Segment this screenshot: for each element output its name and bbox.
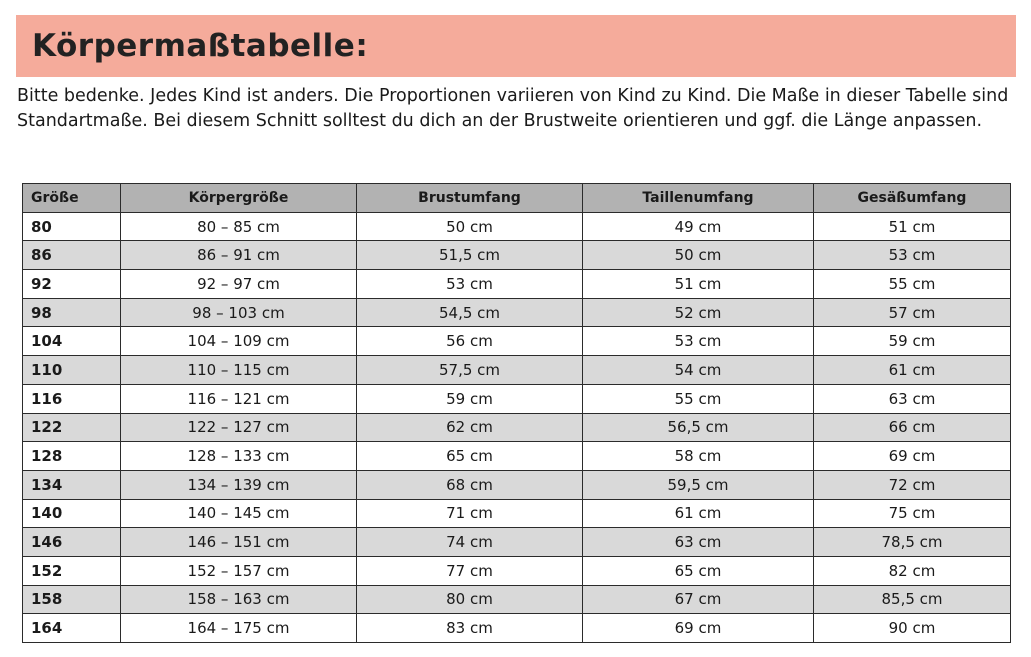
table-row [23, 442, 1011, 471]
cell-size: 122 [23, 413, 121, 442]
cell-hip: 55 cm [814, 270, 1011, 299]
cell-chest: 65 cm [357, 442, 583, 471]
cell-chest: 56 cm [357, 327, 583, 356]
cell-waist: 69 cm [583, 614, 814, 643]
cell-body-height: 152 – 157 cm [121, 556, 357, 585]
table-row [23, 413, 1011, 442]
cell-chest: 80 cm [357, 585, 583, 614]
size-table [22, 183, 1011, 643]
cell-chest: 68 cm [357, 470, 583, 499]
cell-chest: 83 cm [357, 614, 583, 643]
cell-size: 92 [23, 270, 121, 299]
cell-hip: 72 cm [814, 470, 1011, 499]
column-header-chest: Brustumfang [357, 184, 583, 213]
cell-body-height: 158 – 163 cm [121, 585, 357, 614]
cell-waist: 54 cm [583, 356, 814, 385]
cell-hip: 66 cm [814, 413, 1011, 442]
cell-waist: 58 cm [583, 442, 814, 471]
cell-size: 152 [23, 556, 121, 585]
title-banner [16, 15, 1016, 77]
table-row [23, 241, 1011, 270]
table-row [23, 556, 1011, 585]
cell-hip: 59 cm [814, 327, 1011, 356]
cell-body-height: 92 – 97 cm [121, 270, 357, 299]
table-row [23, 327, 1011, 356]
cell-chest: 54,5 cm [357, 298, 583, 327]
cell-body-height: 164 – 175 cm [121, 614, 357, 643]
cell-body-height: 122 – 127 cm [121, 413, 357, 442]
cell-hip: 53 cm [814, 241, 1011, 270]
page-title: Körpermaßtabelle: [32, 28, 369, 64]
cell-hip: 85,5 cm [814, 585, 1011, 614]
cell-body-height: 110 – 115 cm [121, 356, 357, 385]
cell-size: 104 [23, 327, 121, 356]
cell-chest: 62 cm [357, 413, 583, 442]
cell-waist: 55 cm [583, 384, 814, 413]
cell-chest: 74 cm [357, 528, 583, 557]
cell-waist: 56,5 cm [583, 413, 814, 442]
cell-size: 110 [23, 356, 121, 385]
cell-body-height: 146 – 151 cm [121, 528, 357, 557]
cell-waist: 67 cm [583, 585, 814, 614]
table-row [23, 470, 1011, 499]
cell-waist: 61 cm [583, 499, 814, 528]
cell-size: 158 [23, 585, 121, 614]
intro-text: Bitte bedenke. Jedes Kind ist anders. Die Proportionen variieren von Kind zu Kind. Die Maße in dieser Tabelle sind Standartmaße. Bei diesem Schnitt solltest du dich an der Brustweite orientieren und ggf. die Länge anpassen. [17, 86, 1009, 131]
cell-body-height: 134 – 139 cm [121, 470, 357, 499]
table-body [23, 212, 1011, 642]
column-header-waist: Taillenumfang [583, 184, 814, 213]
cell-chest: 71 cm [357, 499, 583, 528]
cell-waist: 50 cm [583, 241, 814, 270]
cell-body-height: 80 – 85 cm [121, 212, 357, 241]
table-header-row [23, 184, 1011, 213]
cell-hip: 69 cm [814, 442, 1011, 471]
cell-body-height: 104 – 109 cm [121, 327, 357, 356]
cell-size: 134 [23, 470, 121, 499]
cell-body-height: 98 – 103 cm [121, 298, 357, 327]
cell-chest: 53 cm [357, 270, 583, 299]
cell-hip: 82 cm [814, 556, 1011, 585]
table-row [23, 614, 1011, 643]
cell-chest: 50 cm [357, 212, 583, 241]
cell-size: 140 [23, 499, 121, 528]
cell-size: 98 [23, 298, 121, 327]
table-row [23, 528, 1011, 557]
table-row [23, 270, 1011, 299]
cell-waist: 65 cm [583, 556, 814, 585]
cell-size: 86 [23, 241, 121, 270]
table-row [23, 585, 1011, 614]
cell-hip: 61 cm [814, 356, 1011, 385]
cell-waist: 51 cm [583, 270, 814, 299]
cell-chest: 57,5 cm [357, 356, 583, 385]
cell-hip: 51 cm [814, 212, 1011, 241]
cell-size: 146 [23, 528, 121, 557]
cell-chest: 51,5 cm [357, 241, 583, 270]
cell-waist: 59,5 cm [583, 470, 814, 499]
cell-body-height: 128 – 133 cm [121, 442, 357, 471]
cell-hip: 78,5 cm [814, 528, 1011, 557]
column-header-hip: Gesäßumfang [814, 184, 1011, 213]
cell-body-height: 140 – 145 cm [121, 499, 357, 528]
column-header-size: Größe [23, 184, 121, 213]
cell-hip: 57 cm [814, 298, 1011, 327]
cell-body-height: 86 – 91 cm [121, 241, 357, 270]
table-row [23, 384, 1011, 413]
cell-waist: 52 cm [583, 298, 814, 327]
cell-chest: 59 cm [357, 384, 583, 413]
cell-chest: 77 cm [357, 556, 583, 585]
cell-hip: 90 cm [814, 614, 1011, 643]
column-header-body-height: Körpergröße [121, 184, 357, 213]
cell-size: 128 [23, 442, 121, 471]
table-row [23, 356, 1011, 385]
cell-size: 164 [23, 614, 121, 643]
table-row [23, 298, 1011, 327]
cell-hip: 63 cm [814, 384, 1011, 413]
cell-size: 80 [23, 212, 121, 241]
cell-waist: 53 cm [583, 327, 814, 356]
cell-body-height: 116 – 121 cm [121, 384, 357, 413]
cell-waist: 63 cm [583, 528, 814, 557]
table-row [23, 499, 1011, 528]
cell-hip: 75 cm [814, 499, 1011, 528]
table-row [23, 212, 1011, 241]
cell-waist: 49 cm [583, 212, 814, 241]
cell-size: 116 [23, 384, 121, 413]
